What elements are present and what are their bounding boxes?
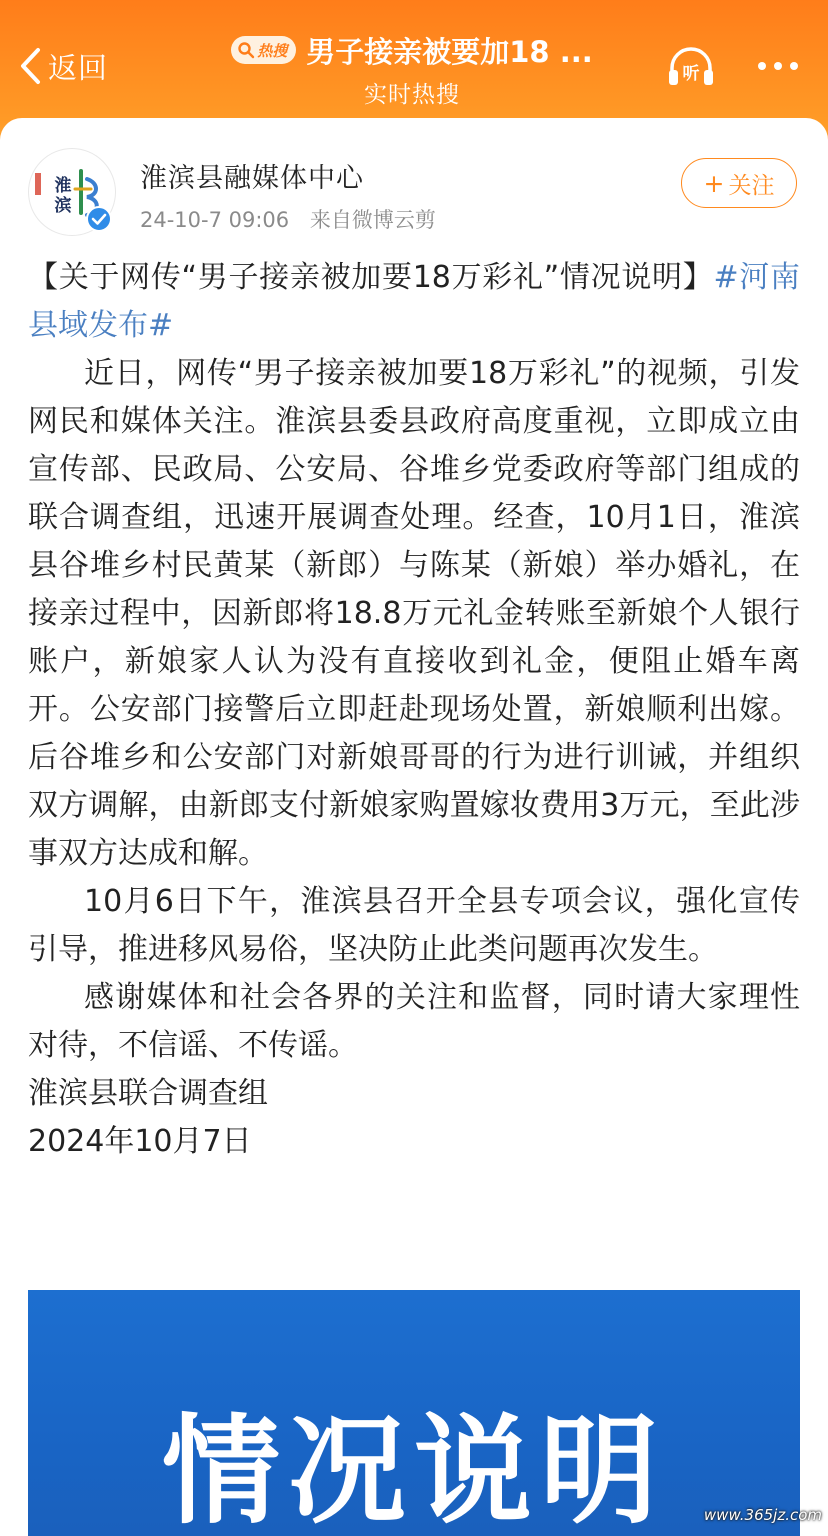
back-button[interactable] (18, 42, 108, 90)
search-icon (237, 41, 255, 59)
verified-badge-icon (86, 206, 112, 232)
chevron-left-icon (18, 46, 44, 86)
post-headline: 【关于网传“男子接亲被加要18万彩礼”情况说明】 (28, 260, 714, 295)
post-card (0, 118, 828, 1536)
hot-search-badge (231, 36, 296, 64)
sign-date: 2024年10月7日 (28, 1124, 252, 1159)
post-image[interactable] (28, 1290, 800, 1536)
follow-button[interactable] (681, 158, 797, 208)
post-source: 来自微博云剪 (309, 208, 436, 232)
headphones-icon (666, 44, 716, 88)
paragraph-2: 10月6日下午，淮滨县召开全县专项会议，强化宣传引导，推进移风易俗，坚决防止此类问题再次发生。 (28, 884, 800, 967)
more-dots-icon (752, 50, 804, 82)
svg-text:滨: 滨 (54, 196, 72, 216)
hot-badge-label: 热搜 (257, 41, 288, 60)
listen-label: 听 (682, 64, 700, 84)
listen-button[interactable] (666, 44, 716, 88)
paragraph-3: 感谢媒体和社会各界的关注和监督，同时请大家理性对待，不信谣、不传谣。 (28, 980, 800, 1063)
top-bar (0, 0, 828, 120)
hashtag-link[interactable]: #河南县域发布# (28, 260, 800, 343)
title-area (192, 26, 632, 110)
plus-icon: + (703, 168, 725, 198)
post-meta (140, 204, 436, 234)
image-caption: 情况说明 (161, 1402, 666, 1536)
follow-label: 关注 (728, 172, 775, 199)
avatar-text: 淮 (54, 176, 72, 196)
author-name[interactable]: 淮滨县融媒体中心 (140, 163, 364, 194)
paragraph-1: 近日，网传“男子接亲被加要18万彩礼”的视频，引发网民和媒体关注。淮滨县委县政府高度重视，立即成立由宣传部、民政局、公安局、谷堆乡党委政府等部门组成的联合调查组，迅速开展调查处理。经查，10月1日，淮滨县谷堆乡村民黄某（新郎）与陈某（新娘）举办婚礼，在接亲过程中，因新郎将18.8万元礼金转账至新娘个人银行账户，新娘家人认为没有直接收到礼金，便阻止婚车离开。公安部门接警后立即赶赴现场处置，新娘顺利出嫁。后谷堆乡和公安部门对新娘哥哥的行为进行训诫，并组织双方调解，由新郎支付新娘家购置嫁妆费用3万元，至此涉事双方达成和解。 (28, 356, 800, 871)
post-body (28, 254, 800, 1166)
watermark: www.365jz.com (703, 1506, 822, 1524)
more-button[interactable] (752, 50, 804, 82)
page-subtitle: 实时热搜 (364, 82, 460, 108)
page-title: 男子接亲被要加18 ... (306, 34, 593, 69)
signature: 淮滨县联合调查组 (28, 1076, 268, 1111)
post-time: 24-10-7 09:06 (140, 208, 290, 232)
back-label: 返回 (48, 50, 109, 85)
post-headline-line (28, 254, 800, 350)
